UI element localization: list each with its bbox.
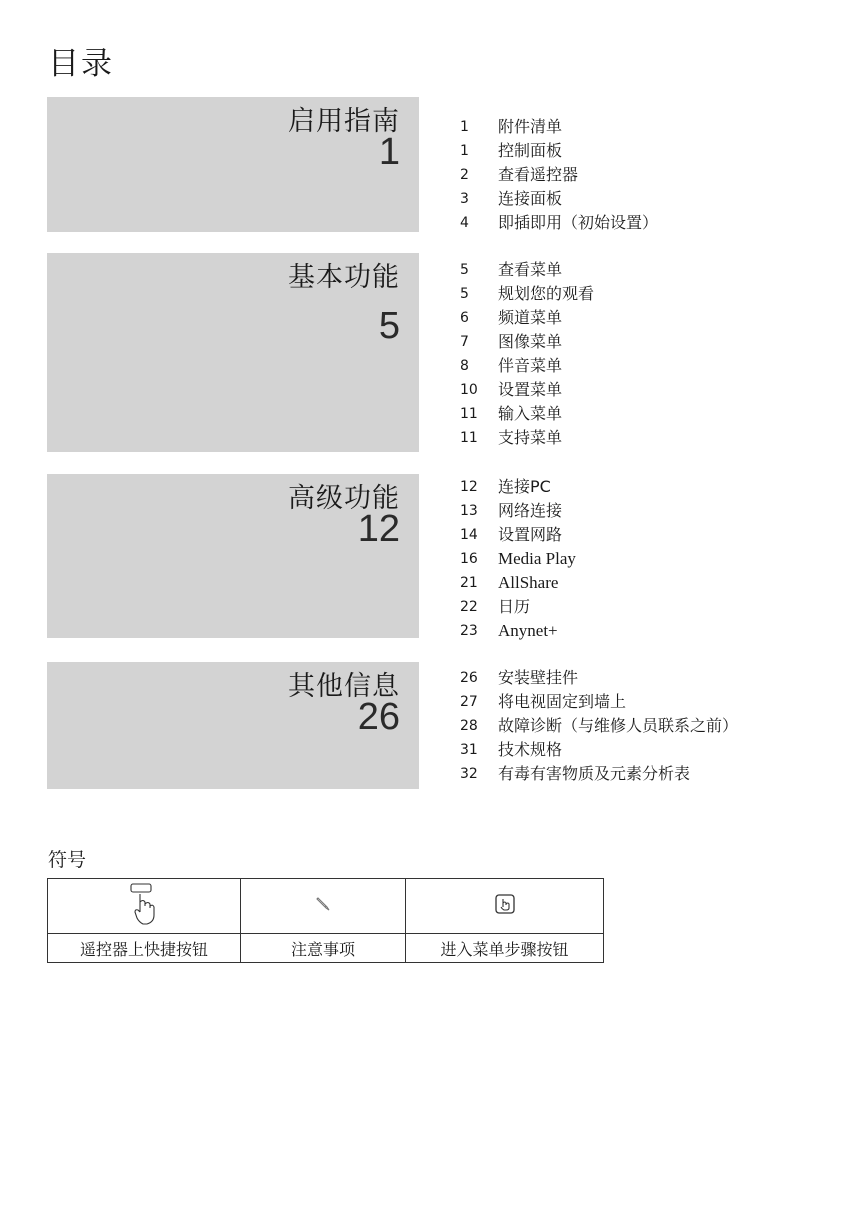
toc-entry[interactable] (460, 378, 594, 402)
section-panel (47, 253, 419, 452)
entry-page: 26 (460, 670, 478, 686)
entry-label: 伴音菜单 (498, 356, 563, 375)
entry-label: 连接PC (498, 477, 551, 496)
entry-label: 日历 (498, 597, 531, 616)
section-title: 其他信息 (288, 671, 400, 702)
toc-entry[interactable] (460, 619, 576, 643)
symbol-label: 进入菜单步骤按钮 (406, 934, 604, 963)
toc-entry[interactable] (460, 306, 594, 330)
entry-page: 3 (460, 191, 469, 207)
toc-entry[interactable] (460, 738, 738, 762)
entry-label: Anynet+ (498, 621, 558, 640)
section-page-number: 5 (378, 305, 400, 347)
toc-entry[interactable] (460, 762, 738, 786)
entry-page: 5 (460, 286, 469, 302)
entry-page: 21 (460, 575, 478, 591)
symbols-table (47, 878, 604, 963)
toc-entry[interactable] (460, 426, 594, 450)
entries-getting-started (460, 115, 658, 235)
toc-entry[interactable] (460, 666, 738, 690)
entry-page: 10 (460, 382, 478, 398)
symbol-icon-cell (406, 879, 604, 934)
entry-page: 7 (460, 334, 469, 350)
entry-label: 将电视固定到墙上 (498, 692, 627, 711)
entry-page: 2 (460, 167, 469, 183)
entry-label: 连接面板 (498, 189, 563, 208)
entry-page: 11 (460, 430, 478, 446)
symbols-heading: 符号 (48, 849, 87, 871)
entry-page: 22 (460, 599, 478, 615)
entries-other-info (460, 666, 738, 786)
toc-entry[interactable] (460, 354, 594, 378)
menu-step-icon (494, 893, 516, 915)
entry-label: 即插即用（初始设置） (498, 213, 659, 232)
entries-advanced-features (460, 475, 576, 643)
section-page-number: 1 (378, 131, 400, 173)
entry-page: 4 (460, 215, 469, 231)
entry-label: 技术规格 (498, 740, 563, 759)
toc-entry[interactable] (460, 595, 576, 619)
symbol-label: 注意事项 (241, 934, 406, 963)
entry-label: 附件清单 (498, 117, 563, 136)
toc-entry[interactable] (460, 571, 576, 595)
entry-page: 5 (460, 262, 469, 278)
entry-label: 规划您的观看 (498, 284, 595, 303)
toc-entry[interactable] (460, 187, 658, 211)
symbol-icon-cell (241, 879, 406, 934)
toc-entry[interactable] (460, 547, 576, 571)
toc-entry[interactable] (460, 282, 594, 306)
toc-entry[interactable] (460, 115, 658, 139)
section-panel (47, 474, 419, 638)
entry-page: 6 (460, 310, 469, 326)
symbol-icon-cell (48, 879, 241, 934)
section-title: 启用指南 (288, 106, 400, 137)
page-title: 目录 (48, 46, 114, 82)
toc-entry[interactable] (460, 690, 738, 714)
toc-entry[interactable] (460, 211, 658, 235)
toc-entry[interactable] (460, 139, 658, 163)
entry-page: 13 (460, 503, 478, 519)
entry-page: 16 (460, 551, 478, 567)
section-page-number: 12 (357, 508, 400, 550)
toc-entry[interactable] (460, 330, 594, 354)
entry-page: 11 (460, 406, 478, 422)
toc-entry[interactable] (460, 258, 594, 282)
entries-basic-features (460, 258, 594, 450)
entry-label: 查看菜单 (498, 260, 563, 279)
entry-label: 控制面板 (498, 141, 563, 160)
entry-label: 网络连接 (498, 501, 563, 520)
toc-entry[interactable] (460, 714, 738, 738)
section-title: 基本功能 (288, 262, 400, 293)
entry-label: 图像菜单 (498, 332, 563, 351)
entry-page: 1 (460, 143, 469, 159)
entry-label: 设置菜单 (498, 380, 563, 399)
entry-label: 安装壁挂件 (498, 668, 579, 687)
toc-entry[interactable] (460, 523, 576, 547)
section-panel (47, 662, 419, 789)
toc-entry[interactable] (460, 163, 658, 187)
entry-page: 23 (460, 623, 478, 639)
entry-page: 31 (460, 742, 478, 758)
entry-page: 32 (460, 766, 478, 782)
section-page-number: 26 (357, 696, 400, 738)
entry-page: 27 (460, 694, 478, 710)
entry-page: 12 (460, 479, 478, 495)
section-panel (47, 97, 419, 232)
symbol-label: 遥控器上快捷按钮 (48, 934, 241, 963)
entry-label: AllShare (498, 573, 559, 592)
entry-page: 28 (460, 718, 478, 734)
toc-entry[interactable] (460, 402, 594, 426)
entry-label: 故障诊断（与维修人员联系之前） (498, 716, 739, 735)
entry-page: 8 (460, 358, 469, 374)
remote-hand-icon (127, 882, 161, 926)
section-title: 高级功能 (288, 483, 400, 514)
entry-label: 支持菜单 (498, 428, 563, 447)
entry-label: Media Play (498, 549, 576, 568)
entry-label: 输入菜单 (498, 404, 563, 423)
entry-label: 频道菜单 (498, 308, 563, 327)
entry-label: 设置网路 (498, 525, 563, 544)
entry-label: 有毒有害物质及元素分析表 (498, 764, 691, 783)
entry-page: 14 (460, 527, 478, 543)
entry-page: 1 (460, 119, 469, 135)
pencil-note-icon (313, 894, 333, 914)
toc-entry[interactable] (460, 475, 576, 499)
toc-entry[interactable] (460, 499, 576, 523)
entry-label: 查看遥控器 (498, 165, 579, 184)
